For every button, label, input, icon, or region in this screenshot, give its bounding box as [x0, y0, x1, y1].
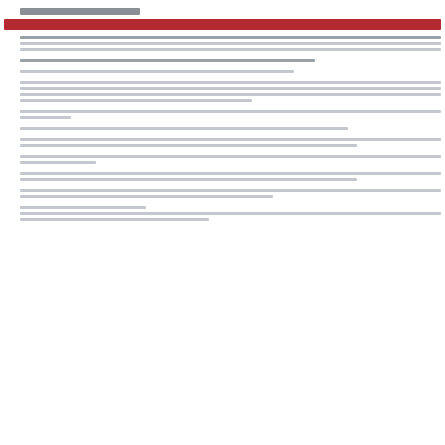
text-line	[20, 161, 96, 164]
paragraph	[20, 189, 441, 198]
text-line	[20, 93, 441, 96]
paragraph	[20, 206, 441, 221]
text-line	[20, 81, 441, 84]
paragraph	[20, 127, 441, 130]
text-line	[20, 189, 441, 192]
paragraph	[20, 81, 441, 102]
text-line	[20, 206, 146, 209]
text-line	[20, 144, 357, 147]
text-line	[20, 172, 441, 175]
text-line	[20, 99, 252, 102]
text-line	[20, 110, 441, 113]
text-line	[20, 48, 441, 51]
text-line	[20, 127, 348, 130]
text-line	[20, 87, 441, 90]
text-line	[20, 195, 273, 198]
text-line	[20, 212, 441, 215]
paragraph	[20, 59, 441, 62]
paragraph	[20, 155, 441, 164]
paragraph	[20, 138, 441, 147]
document-heading	[20, 8, 140, 15]
text-line	[20, 218, 209, 221]
text-line	[20, 178, 357, 181]
text-line	[20, 42, 441, 45]
text-line	[20, 138, 441, 141]
paragraph	[20, 36, 441, 51]
text-line	[20, 59, 315, 62]
text-line	[20, 36, 441, 39]
paragraph-list	[4, 36, 441, 221]
paragraph	[20, 110, 441, 119]
text-line	[20, 155, 441, 158]
paragraph	[20, 70, 441, 73]
title-bar	[4, 19, 441, 30]
text-line	[20, 70, 294, 73]
text-line	[20, 116, 71, 119]
paragraph	[20, 172, 441, 181]
